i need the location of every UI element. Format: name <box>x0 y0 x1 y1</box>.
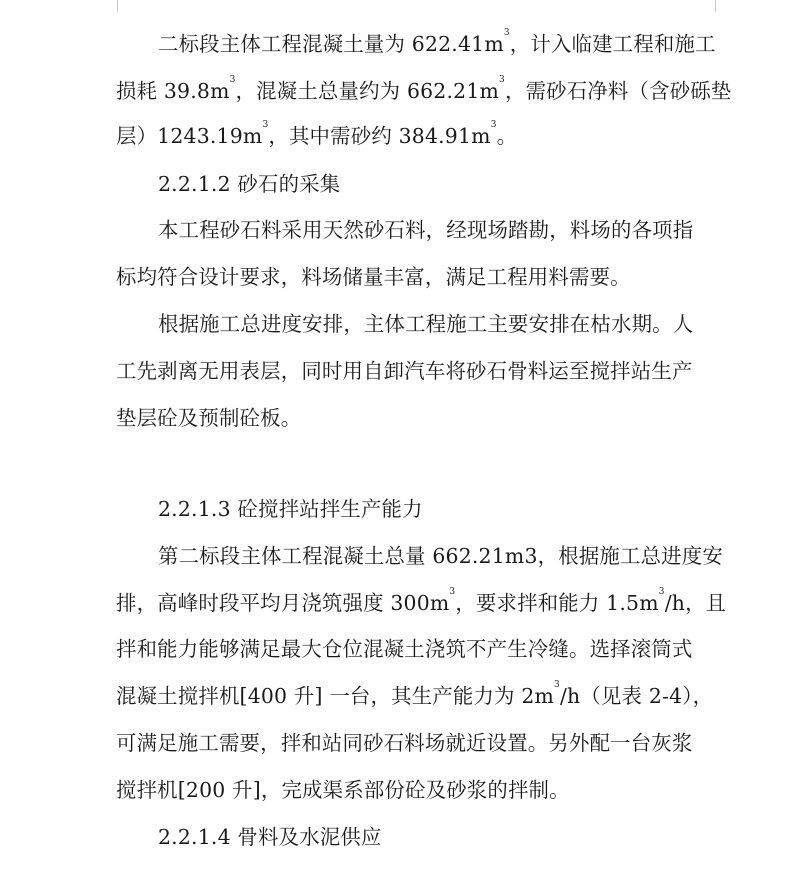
paragraph-1-line-1 <box>158 28 716 56</box>
text-run: ，需砂石净料（含砂砾垫 <box>504 79 732 103</box>
text-run: ，其中需砂约 384.91m <box>268 124 491 148</box>
paragraph-4-line-1: 第二标段主体工程混凝土总量 662.21m3，根据施工总进度安 <box>158 544 723 568</box>
text-run: ，混凝土总量约为 662.21m <box>235 79 500 103</box>
superscript: 3 <box>229 75 236 85</box>
paragraph-1-line-2 <box>116 75 732 103</box>
paragraph-3-line-2: 工先剥离无用表层，同时用自卸汽车将砂石骨料运至搅拌站生产 <box>116 359 693 383</box>
text-run: ，计入临建工程和施工 <box>509 32 716 56</box>
text-run: /h（见表 2-4）， <box>559 684 714 708</box>
paragraph-4-line-5: 可满足施工需要，拌和站同砂石料场就近设置。另外配一台灰浆 <box>116 731 693 755</box>
paragraph-4-line-3: 拌和能力能够满足最大仓位混凝土浇筑不产生冷缝。选择滚筒式 <box>116 637 693 661</box>
paragraph-1-line-3 <box>116 120 518 148</box>
text-run: 。 <box>496 124 518 148</box>
paragraph-4-line-6: 搅拌机[200 升]，完成渠系部份砼及砂浆的拌制。 <box>116 778 570 802</box>
superscript: 3 <box>449 587 456 597</box>
superscript: 3 <box>503 28 510 38</box>
superscript: 3 <box>658 587 665 597</box>
page-corner-mark-left <box>95 0 118 12</box>
text-run: 混凝土搅拌机[400 升] 一台，其生产能力为 2m <box>116 684 555 708</box>
superscript: 3 <box>262 120 269 130</box>
text-run: 二标段主体工程混凝土量为 622.41m <box>158 32 504 56</box>
text-run: 层）1243.19m <box>116 124 263 148</box>
section-heading-2-2-1-2: 2.2.1.2 砂石的采集 <box>158 172 341 196</box>
paragraph-3-line-3: 垫层砼及预制砼板。 <box>116 406 302 430</box>
paragraph-4-line-2 <box>116 587 727 615</box>
paragraph-2-line-2: 标均符合设计要求，料场储量丰富，满足工程用料需要。 <box>116 265 631 289</box>
page-corner-mark-right <box>715 0 738 12</box>
paragraph-3-line-1: 根据施工总进度安排，主体工程施工主要安排在枯水期。人 <box>158 312 694 336</box>
paragraph-2-line-1: 本工程砂石料采用天然砂石料，经现场踏勘，料场的各项指 <box>158 218 694 242</box>
text-run: ，要求拌和能力 1.5m <box>455 591 659 615</box>
superscript: 3 <box>554 680 560 690</box>
text-run: 损耗 39.8m <box>116 79 230 103</box>
superscript: 3 <box>499 75 505 85</box>
paragraph-4-line-4 <box>116 680 714 708</box>
superscript: 3 <box>490 120 497 130</box>
text-run: /h，且 <box>664 591 727 615</box>
text-run: 排，高峰时段平均月浇筑强度 300m <box>116 591 450 615</box>
section-heading-2-2-1-3: 2.2.1.3 砼搅拌站拌生产能力 <box>158 497 423 521</box>
section-heading-2-2-1-4: 2.2.1.4 骨料及水泥供应 <box>158 825 382 849</box>
